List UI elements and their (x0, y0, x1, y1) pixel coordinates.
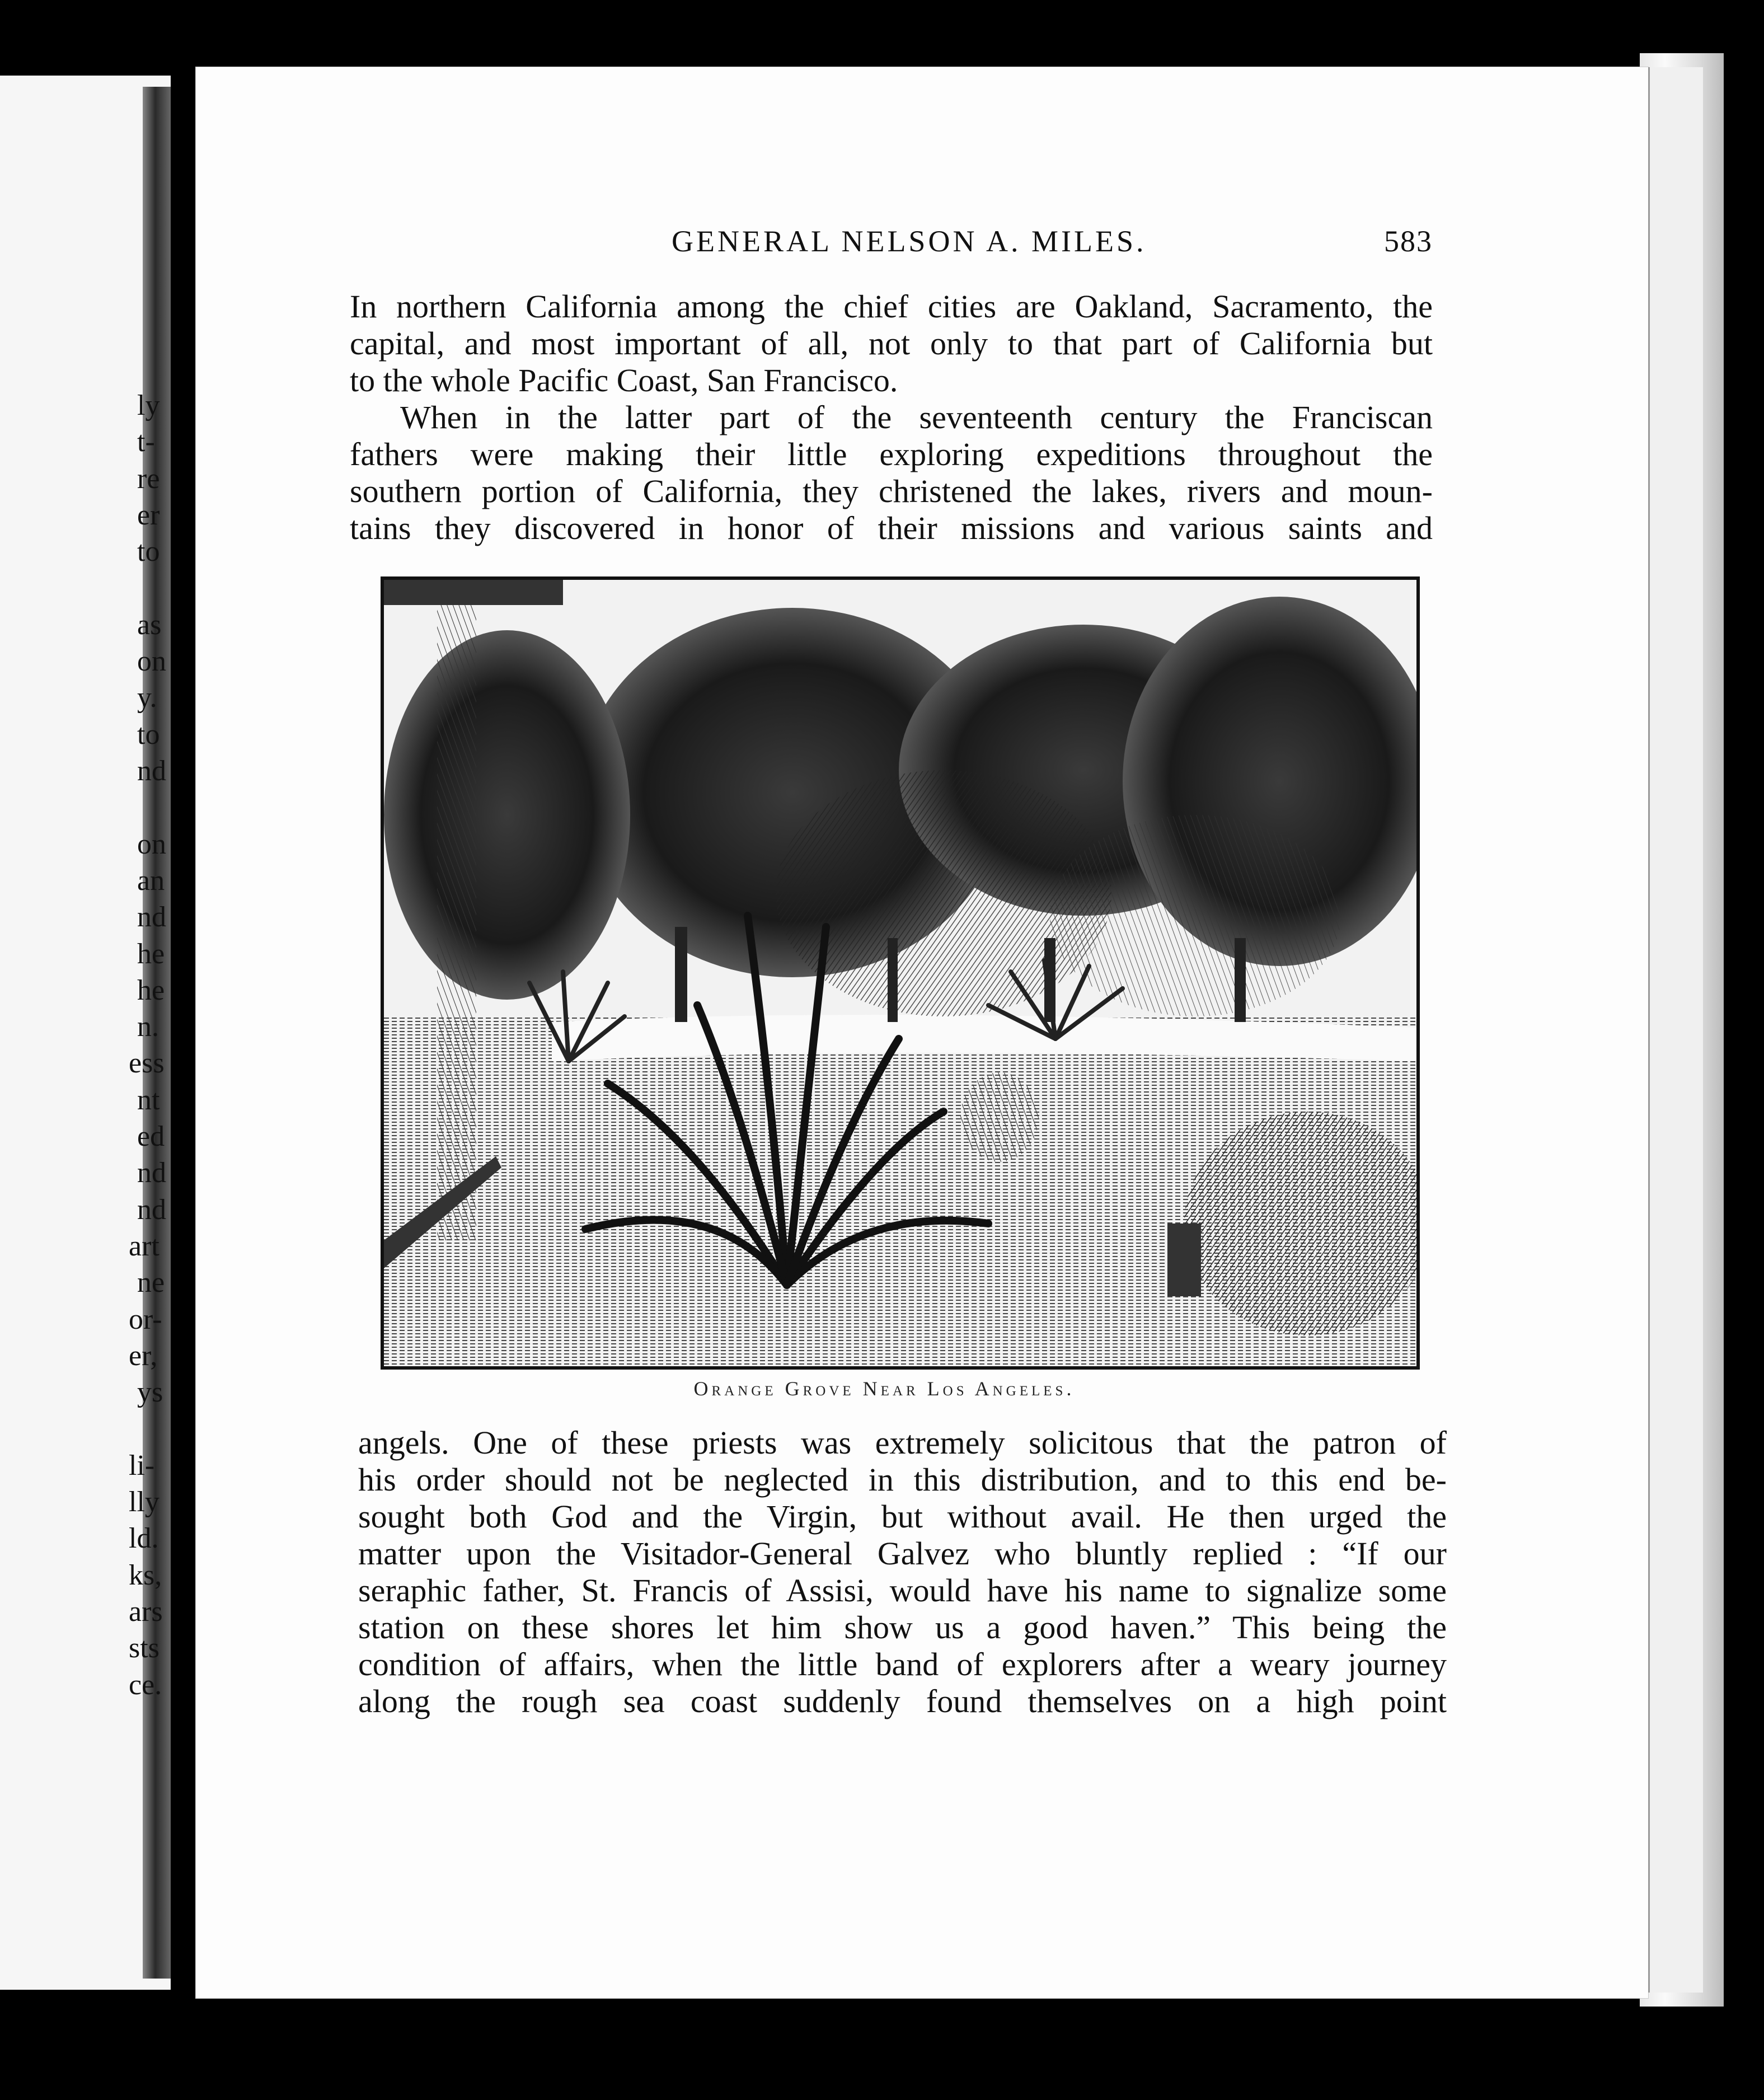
facing-page-fragment: he (137, 937, 165, 970)
facing-page-fragment: or- (129, 1303, 162, 1335)
facing-page-fragment: ed (137, 1121, 165, 1152)
facing-page-fragment: ly (137, 390, 160, 421)
facing-page-fragment: ks, (129, 1559, 162, 1591)
facing-page-fragment: nd (137, 901, 166, 934)
body-text-top (350, 288, 1433, 547)
facing-page-fragment: art (129, 1230, 159, 1262)
facing-page-fragment: on (137, 645, 166, 678)
facing-page-fragment: nd (137, 1193, 166, 1226)
facing-page-fragment: as (137, 608, 162, 641)
page-number: 583 (1384, 224, 1433, 258)
text-line: to the whole Pacific Coast, San Francisco. (350, 362, 898, 399)
text-line: matter upon the Visitador-General Galvez who bluntly replied : “If our (358, 1535, 1447, 1572)
orange-grove-engraving (384, 580, 1416, 1366)
running-title: GENERAL NELSON A. MILES. (672, 224, 1147, 258)
page-edge (1648, 67, 1703, 1993)
text-line: seraphic father, St. Francis of Assisi, would have his name to signalize some (358, 1572, 1447, 1609)
facing-page-fragment: on (137, 828, 166, 860)
facing-page-fragment: lly (129, 1486, 159, 1518)
facing-page-fragment: t- (137, 426, 155, 458)
text-line: southern portion of California, they christened the lakes, rivers and moun- (350, 473, 1433, 509)
facing-page-fragment: ne (137, 1267, 165, 1299)
facing-page-fragment: nd (137, 1157, 166, 1189)
text-line: sought both God and the Virgin, but without avail. He then urged the (358, 1498, 1447, 1535)
facing-page-fragment: re (137, 462, 160, 495)
text-line: condition of affairs, when the little band of explorers after a weary journey (358, 1646, 1447, 1682)
text-line: angels. One of these priests was extremely solicitous that the patron of (358, 1424, 1447, 1461)
facing-page-fragment: ess (129, 1047, 165, 1080)
facing-page-fragment: an (137, 864, 165, 897)
facing-page-fragment: ce. (129, 1668, 162, 1701)
facing-page-fragment: li- (129, 1449, 155, 1482)
facing-page-fragment: y. (137, 682, 157, 714)
facing-page-fragment: nd (137, 755, 166, 787)
facing-page-fragment: to (137, 718, 160, 751)
facing-page-fragment: ld. (129, 1522, 159, 1555)
facing-page-fragment: he (137, 974, 165, 1006)
text-line: tains they discovered in honor of their missions and various saints and (350, 510, 1433, 546)
facing-page-fragment: nt (137, 1084, 160, 1116)
facing-page-fragment: ys (137, 1376, 163, 1409)
engraving-illustration (381, 576, 1420, 1370)
body-text-bottom (358, 1424, 1447, 1720)
facing-page-fragment: er (137, 499, 160, 531)
text-line: capital, and most important of all, not only to that part of California but (350, 325, 1433, 362)
text-line: along the rough sea coast suddenly found themselves on a high point (358, 1683, 1447, 1719)
text-line: When in the latter part of the seventeenth century the Franciscan (400, 399, 1433, 435)
facing-page-fragment: n. (137, 1011, 159, 1043)
facing-page-fragment: ars (129, 1595, 163, 1628)
facing-page-fragment: er, (129, 1339, 158, 1372)
figure-caption: Orange Grove Near Los Angeles. (693, 1377, 1075, 1400)
facing-page-fragment: to (137, 536, 160, 568)
facing-page-fragment: sts (129, 1632, 159, 1665)
text-line: fathers were making their little exploring expeditions throughout the (350, 436, 1433, 472)
text-line: station on these shores let him show us a good haven.” This being the (358, 1609, 1447, 1646)
text-line: In northern California among the chief cities are Oakland, Sacramento, the (350, 288, 1433, 325)
text-line: his order should not be neglected in this distribution, and to this end be- (358, 1461, 1447, 1498)
facing-page (0, 76, 171, 1990)
